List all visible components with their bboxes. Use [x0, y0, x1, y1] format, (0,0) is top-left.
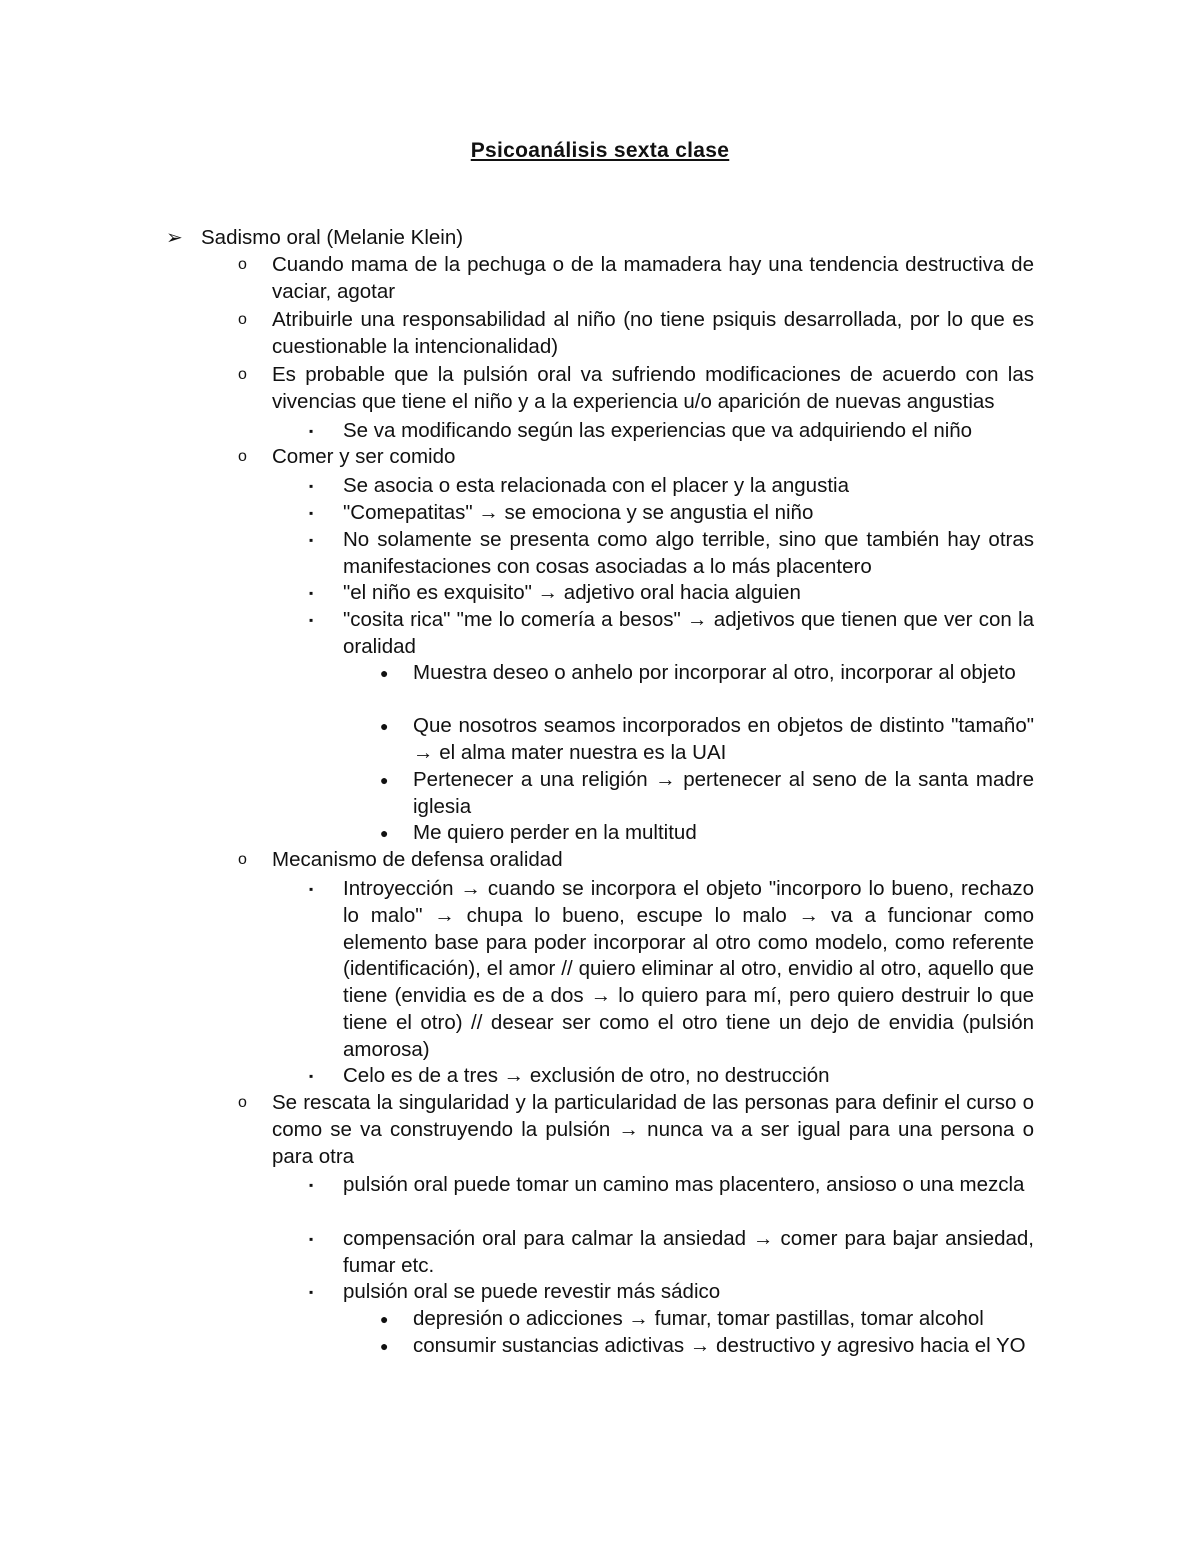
list-item-text: "cosita rica" "me lo comería a besos" → adjetivos que tienen que ver con la oralidad [343, 608, 1034, 658]
list-item-text: Se asocia o esta relacionada con el placer y la angustia [343, 474, 849, 497]
list-item-text: "Comepatitas" → se emociona y se angustia el niño [343, 501, 814, 524]
list-item [343, 527, 1034, 581]
list-item [343, 876, 1034, 1064]
bullet-level4-icon: ● [380, 718, 389, 734]
page-title: Psicoanálisis sexta clase [470, 139, 730, 162]
list-item [272, 362, 1034, 416]
list-item-text: Cuando mama de la pechuga o de la mamadera hay una tendencia destructiva de vaciar, agotar [272, 253, 1034, 303]
list-item [272, 444, 1034, 471]
list-item-text: pulsión oral se puede revestir más sádico [343, 1280, 721, 1303]
list-item-text: Me quiero perder en la multitud [413, 821, 697, 844]
list-item [413, 767, 1034, 821]
bullet-level2-icon: o [238, 851, 247, 868]
list-item-text: Que nosotros seamos incorporados en objetos de distinto "tamaño" → el alma mater nuestra es la UAI [413, 714, 1034, 764]
list-item-text: pulsión oral puede tomar un camino mas placentero, ansioso o una mezcla [343, 1173, 1025, 1196]
bullet-level3-icon: ▪ [309, 506, 314, 520]
bullet-level4-icon: ● [380, 772, 389, 788]
list-item [413, 660, 1034, 687]
bullet-level3-icon: ▪ [309, 1285, 314, 1299]
bullet-level2-icon: o [238, 311, 247, 328]
bullet-level4-icon: ● [380, 825, 389, 841]
bullet-level2-icon: o [238, 1094, 247, 1111]
list-item [343, 1172, 1034, 1199]
list-item-text: Se rescata la singularidad y la particularidad de las personas para definir el curso o como se va construyendo la pulsión → nunca va a ser igual para una persona o para otra [272, 1091, 1034, 1168]
list-item [272, 307, 1034, 361]
list-item-text: Muestra deseo o anhelo por incorporar al otro, incorporar al objeto [413, 661, 1016, 684]
bullet-level4-icon: ● [380, 1311, 389, 1327]
list-item [413, 713, 1034, 767]
list-item-text: Introyección → cuando se incorpora el objeto "incorporo lo bueno, rechazo lo malo" → chupa lo bueno, escupe lo malo → va a funcionar como elemento base para poder incorporar al otro como modelo, como referente (identificación), el amor // quiero eliminar al otro, envidio al otro, aquello que tiene (envidia es de a dos → lo quiero para mí, pero quiero destruir lo que tiene el otro) // desear ser como el otro tiene un dejo de envidia (pulsión amorosa) [343, 877, 1034, 1061]
bullet-level3-icon: ▪ [309, 533, 314, 547]
list-item [272, 252, 1034, 306]
list-item [343, 1226, 1034, 1280]
list-item-text: Mecanismo de defensa oralidad [272, 848, 563, 871]
bullet-level2-icon: o [238, 366, 247, 383]
bullet-level1-icon: ➢ [166, 227, 183, 249]
list-item [343, 418, 1034, 445]
list-item [343, 607, 1034, 661]
bullet-level2-icon: o [238, 256, 247, 273]
list-item [413, 1333, 1034, 1360]
list-item-text: consumir sustancias adictivas → destructivo y agresivo hacia el YO [413, 1334, 1026, 1357]
list-item-text: Atribuirle una responsabilidad al niño (no tiene psiquis desarrollada, por lo que es cuestionable la intencionalidad) [272, 308, 1034, 358]
list-item [343, 1279, 1034, 1306]
list-item-text: Pertenecer a una religión → pertenecer al seno de la santa madre iglesia [413, 768, 1034, 818]
list-item [343, 1063, 1034, 1090]
bullet-level3-icon: ▪ [309, 1069, 314, 1083]
list-item-text: Comer y ser comido [272, 445, 456, 468]
bullet-level3-icon: ▪ [309, 1178, 314, 1192]
list-item-text: Celo es de a tres → exclusión de otro, no destrucción [343, 1064, 830, 1087]
list-item [413, 1306, 1034, 1333]
bullet-level3-icon: ▪ [309, 479, 314, 493]
list-item-text: Se va modificando según las experiencias que va adquiriendo el niño [343, 419, 973, 442]
list-item [272, 847, 1034, 874]
list-item-text: "el niño es exquisito" → adjetivo oral hacia alguien [343, 581, 801, 604]
list-item-text: No solamente se presenta como algo terrible, sino que también hay otras manifestaciones con cosas asociadas a lo más placentero [343, 528, 1034, 578]
bullet-level3-icon: ▪ [309, 424, 314, 438]
list-item [201, 225, 463, 252]
bullet-level3-icon: ▪ [309, 613, 314, 627]
bullet-level3-icon: ▪ [309, 882, 314, 896]
list-item [343, 500, 1034, 527]
list-item-text: Sadismo oral (Melanie Klein) [201, 226, 464, 249]
list-item-text: Es probable que la pulsión oral va sufriendo modificaciones de acuerdo con las vivencias que tiene el niño y a la experiencia u/o aparición de nuevas angustias [272, 363, 1034, 413]
bullet-level4-icon: ● [380, 665, 389, 681]
list-item-text: compensación oral para calmar la ansiedad → comer para bajar ansiedad, fumar etc. [343, 1227, 1034, 1277]
list-item [272, 1090, 1034, 1170]
bullet-level3-icon: ▪ [309, 1232, 314, 1246]
bullet-level3-icon: ▪ [309, 586, 314, 600]
list-item [343, 580, 1034, 607]
list-item [343, 473, 1034, 500]
list-item [413, 820, 1034, 847]
list-item-text: depresión o adicciones → fumar, tomar pastillas, tomar alcohol [413, 1307, 984, 1330]
bullet-level2-icon: o [238, 448, 247, 465]
bullet-level4-icon: ● [380, 1338, 389, 1354]
